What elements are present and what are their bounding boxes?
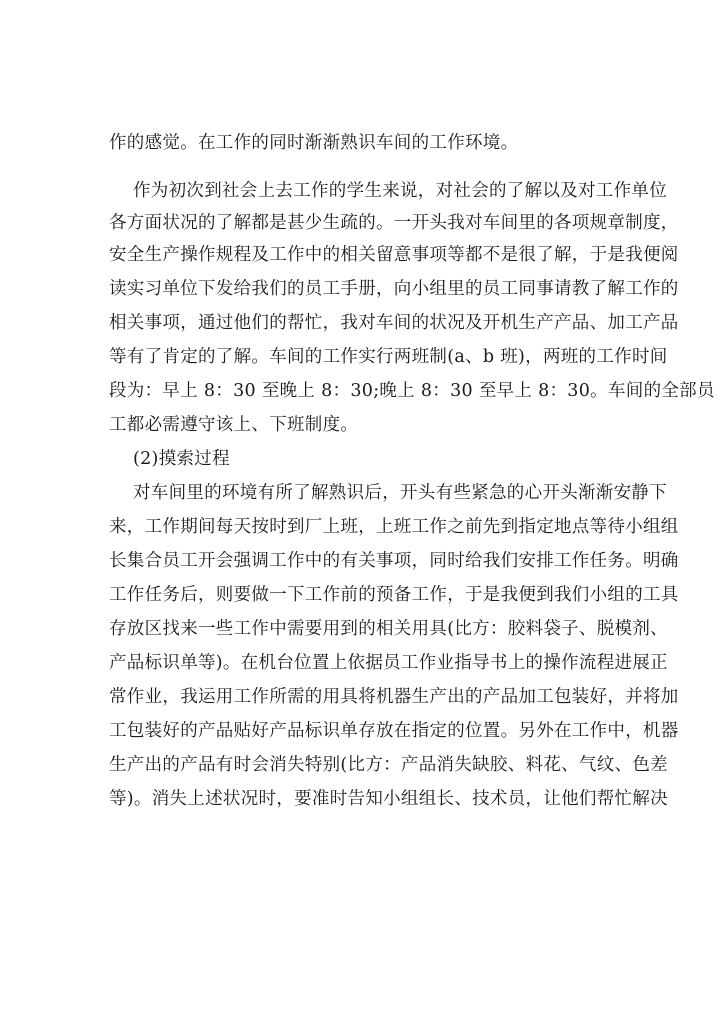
paragraph-line: 来，工作期间每天按时到厂上班，上班工作之前先到指定地点等待小组组: [109, 517, 679, 537]
paragraph-line: 各方面状况的了解都是甚少生疏的。一开头我对车间里的各项规章制度，: [109, 213, 679, 233]
paragraph-line: 作为初次到社会上去工作的学生来说，对社会的了解以及对工作单位: [133, 181, 667, 201]
paragraph-line: 对车间里的环境有所了解熟识后，开头有些紧急的心开头渐渐安静下: [133, 483, 667, 503]
paragraph-line: 作的感觉。在工作的同时渐渐熟识车间的工作环境。: [109, 133, 519, 153]
paragraph-line: 等有了肯定的了解。车间的工作实行两班制(a、b 班)，两班的工作时间: [109, 347, 668, 367]
paragraph-line: 读实习单位下发给我们的员工手册，向小组里的员工同事请教了解工作的: [109, 279, 679, 299]
paragraph-line: 生产出的产品有时会消失特别(比方：产品消失缺胶、料花、气纹、色差: [109, 755, 668, 775]
paragraph-line: 等)。消失上述状况时，要准时告知小组组长、技术员，让他们帮忙解决: [109, 789, 668, 809]
section-heading: (2)摸索过程: [133, 449, 230, 469]
paragraph-line: 段为：早上 8：30 至晚上 8：30;晚上 8：30 至早上 8：30。车间的全部员: [109, 381, 715, 401]
paragraph-line: 工都必需遵守该上、下班制度。: [109, 415, 359, 435]
paragraph-line: 长集合员工开会强调工作中的有关事项，同时给我们安排工作任务。明确: [109, 551, 679, 571]
paragraph-line: 常作业，我运用工作所需的用具将机器生产出的产品加工包装好，并将加: [109, 687, 679, 707]
paragraph-line: 产品标识单等)。在机台位置上依据员工作业指导书上的操作流程进展正: [109, 653, 668, 673]
paragraph-line: 工作任务后，则要做一下工作前的预备工作，于是我便到我们小组的工具: [109, 585, 679, 605]
paragraph-line: 安全生产操作规程及工作中的相关留意事项等都不是很了解，于是我便阅: [109, 245, 679, 265]
paragraph-line: 存放区找来一些工作中需要用到的相关用具(比方：胶料袋子、脱模剂、: [109, 619, 668, 639]
paragraph-line: 工包装好的产品贴好产品标识单存放在指定的位置。另外在工作中，机器: [109, 721, 679, 741]
paragraph-line: 相关事项，通过他们的帮忙，我对车间的状况及开机生产产品、加工产品: [109, 313, 679, 333]
